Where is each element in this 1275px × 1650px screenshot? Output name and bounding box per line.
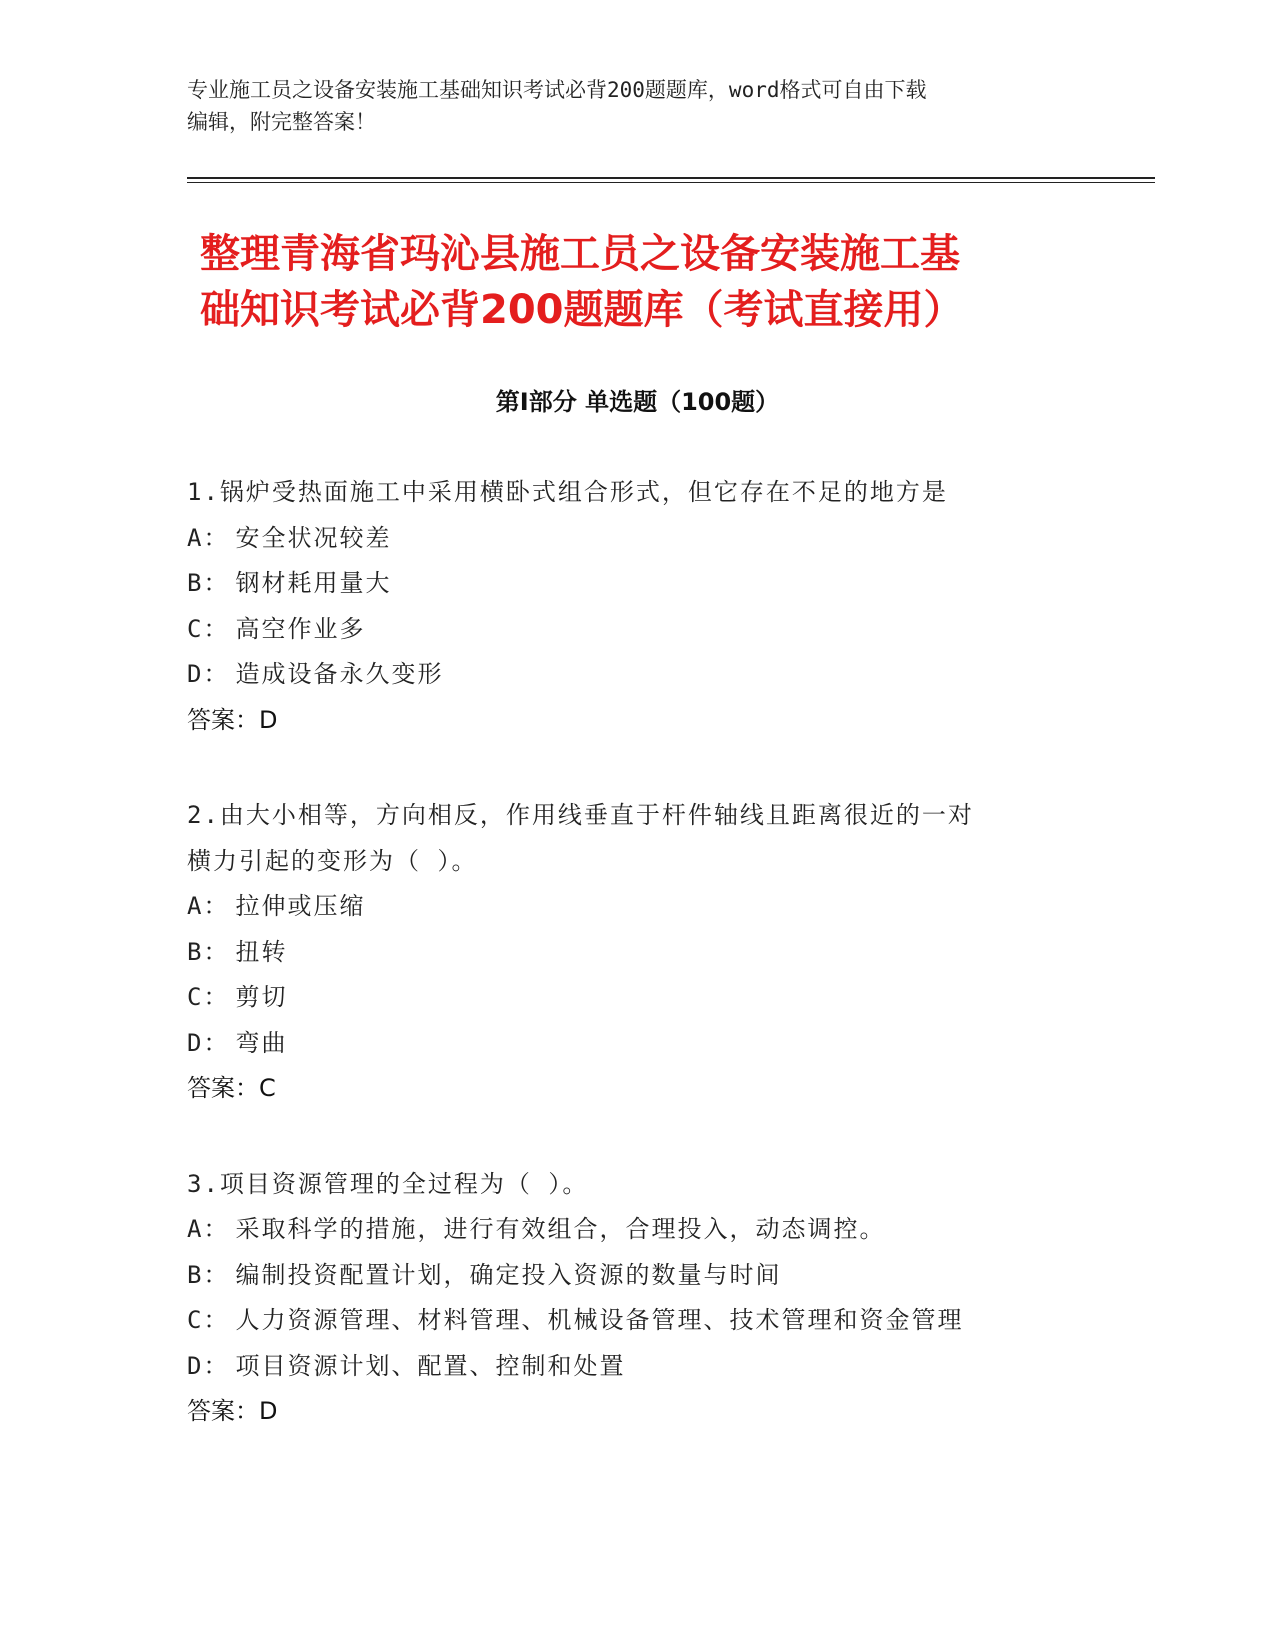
option-letter: B： [187,1260,230,1289]
header-divider-thick [187,177,1155,179]
option-c [187,1298,1087,1344]
question-1 [187,470,1087,743]
option-d [187,652,1087,698]
option-a [187,884,1087,930]
answer-label: 答案：D [187,705,278,734]
question-list [187,470,1087,1485]
option-d [187,1344,1087,1390]
document-title-line-2: 础知识考试必背200题题库（考试直接用） [200,287,964,333]
option-letter: D： [187,1028,230,1057]
option-letter: D： [187,660,230,688]
option-text: 安全状况较差 [235,523,392,552]
option-text: 剪切 [235,983,288,1011]
option-letter: C： [187,1306,230,1334]
option-d [187,1021,1087,1067]
option-text: 弯曲 [235,1028,288,1057]
option-a [187,1207,1087,1253]
option-text: 造成设备永久变形 [235,660,444,688]
question-2 [187,793,1087,1112]
option-letter: A： [187,523,230,552]
header-note [187,74,1067,138]
option-text: 拉伸或压缩 [235,892,366,920]
option-b [187,1253,1087,1299]
option-letter: A： [187,892,230,920]
option-letter: B： [187,569,230,597]
option-text: 高空作业多 [235,614,366,643]
document-title [200,226,1100,338]
option-text: 扭转 [235,937,288,966]
option-text: 钢材耗用量大 [235,569,392,597]
option-letter: C： [187,614,230,643]
answer-label: 答案：C [187,1074,276,1102]
answer-label: 答案：D [187,1397,278,1425]
question-stem: 3.项目资源管理的全过程为（ ）。 [187,1169,589,1198]
option-text: 采取科学的措施，进行有效组合，合理投入，动态调控。 [235,1215,886,1243]
header-note-line-2: 编辑，附完整答案！ [187,110,376,134]
question-stem: 1.锅炉受热面施工中采用横卧式组合形式，但它存在不足的地方是 [187,478,948,506]
option-text: 编制投资配置计划，确定投入资源的数量与时间 [235,1260,782,1289]
option-b [187,930,1087,976]
section-heading: 第Ⅰ部分 单选题（100题） [495,388,780,416]
header-divider-thin [187,182,1155,183]
option-text: 项目资源计划、配置、控制和处置 [235,1351,626,1380]
option-b [187,561,1087,607]
option-letter: D： [187,1351,230,1380]
option-letter: B： [187,937,230,966]
document-title-line-1: 整理青海省玛沁县施工员之设备安装施工基 [200,231,960,277]
option-a [187,516,1087,562]
header-note-line-1: 专业施工员之设备安装施工基础知识考试必背200题题库，word格式可自由下载 [187,78,927,102]
question-stem: 2.由大小相等，方向相反，作用线垂直于杆件轴线且距离很近的一对 [187,801,974,829]
option-c [187,607,1087,653]
question-stem-continued: 横力引起的变形为（ ）。 [187,846,478,875]
question-3 [187,1162,1087,1435]
option-text: 人力资源管理、材料管理、机械设备管理、技术管理和资金管理 [235,1306,964,1334]
option-c [187,975,1087,1021]
option-letter: C： [187,983,230,1011]
option-letter: A： [187,1215,230,1243]
